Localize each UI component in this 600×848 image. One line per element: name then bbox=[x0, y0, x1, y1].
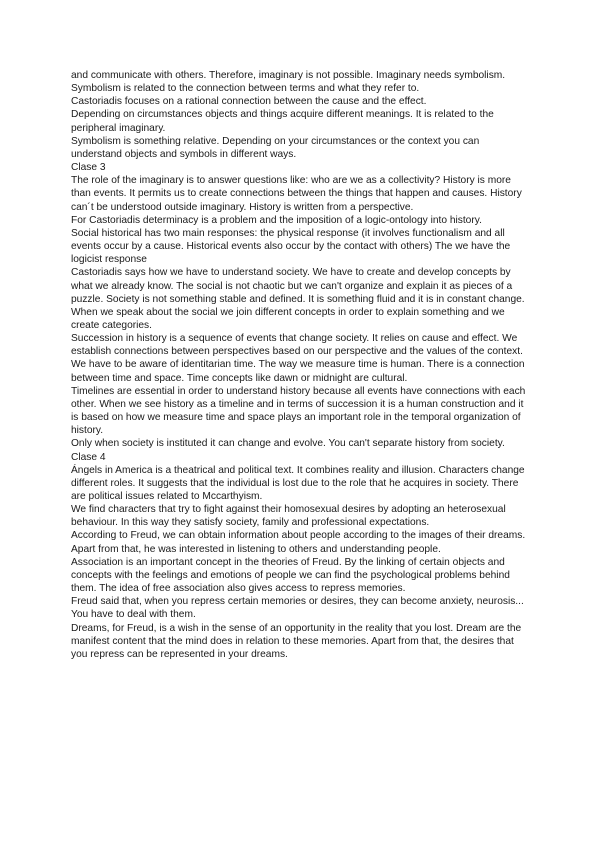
paragraph: Timelines are essential in order to understand history because all events have connections with each other. When we see history as a timeline and in terms of succession it is a human construction and it is based on how we measure time and space plays an important role in the temporal organization of history. bbox=[71, 385, 526, 437]
paragraph: Depending on circumstances objects and things acquire different meanings. It is related to the peripheral imaginary. bbox=[71, 109, 494, 134]
paragraph: Association is an important concept in the theories of Freud. By the linking of certain objects and concepts with the feelings and emotions of people we can find the psychological problems behind them. The idea of free association also gives access to repress memories. bbox=[71, 556, 510, 595]
paragraph: Dreams, for Freud, is a wish in the sense of an opportunity in the reality that you lost. Dream are the manifest content that the mind does in relation to these memories. Apart from that, the desires that you repress can be represented in your dreams. bbox=[71, 622, 522, 660]
paragraph: Succession in history is a sequence of events that change society. It relies on cause and effect. We establish connections between perspectives based on our perspective and the values of the context. bbox=[71, 333, 523, 358]
section-heading-clase-3: Clase 3 bbox=[71, 162, 106, 174]
paragraph: For Castoriadis determinacy is a problem and the imposition of a logic-ontology into history. bbox=[71, 214, 482, 226]
paragraph: Castoriadis says how we have to understand society. We have to create and develop concepts by what we already know. The social is not chaotic but we can't organize and explain it as pieces of a puzzle. Society is not something stable and defined. It is something fluid and it is in constant change. When we speak about the social we join different concepts in order to explain something and we create categories. bbox=[71, 267, 525, 331]
paragraph: Only when society is instituted it can change and evolve. You can't separate history from society. bbox=[71, 438, 505, 450]
paragraph: The role of the imaginary is to answer questions like: who are we as a collectivity? History is more than events. It permits us to create connections between the things that happen and causes. History can´t be understood outside imaginary. History is written from a perspective. bbox=[71, 175, 522, 213]
paragraph: and communicate with others. Therefore, imaginary is not possible. Imaginary needs symbolism. Symbolism is related to the connection between terms and what they refer to. bbox=[71, 70, 506, 95]
paragraph: Freud said that, when you repress certain memories or desires, they can become anxiety, neurosis... You have to deal with them. bbox=[71, 596, 524, 621]
paragraph: Castoriadis focuses on a rational connection between the cause and the effect. bbox=[71, 96, 427, 108]
paragraph: We have to be aware of identitarian time. The way we measure time is human. There is a connection between time and space. Time concepts like dawn or midnight are cultural. bbox=[71, 359, 525, 384]
section-heading-clase-4: Clase 4 bbox=[71, 451, 106, 463]
paragraph: Symbolism is something relative. Depending on your circumstances or the context you can understand objects and symbols in different ways. bbox=[71, 135, 480, 160]
paragraph: Ángels in America is a theatrical and political text. It combines reality and illusion. Characters change different roles. It suggests that the individual is lost due to the role that he acquires in society. There are political issues related to Mccarthyism. bbox=[71, 464, 525, 502]
paragraph: Social historical has two main responses: the physical response (it involves functionalism and all events occur by a cause. Historical events also occur by the contact with others) The we have the logicist response bbox=[71, 227, 511, 266]
paragraph: We find characters that try to fight against their homosexual desires by adopting an heterosexual behaviour. In this way they satisfy society, family and professional expectations. bbox=[71, 504, 506, 529]
paragraph: According to Freud, we can obtain information about people according to the images of their dreams. Apart from that, he was interested in listening to others and understanding people. bbox=[71, 530, 526, 555]
document-body bbox=[71, 69, 527, 661]
